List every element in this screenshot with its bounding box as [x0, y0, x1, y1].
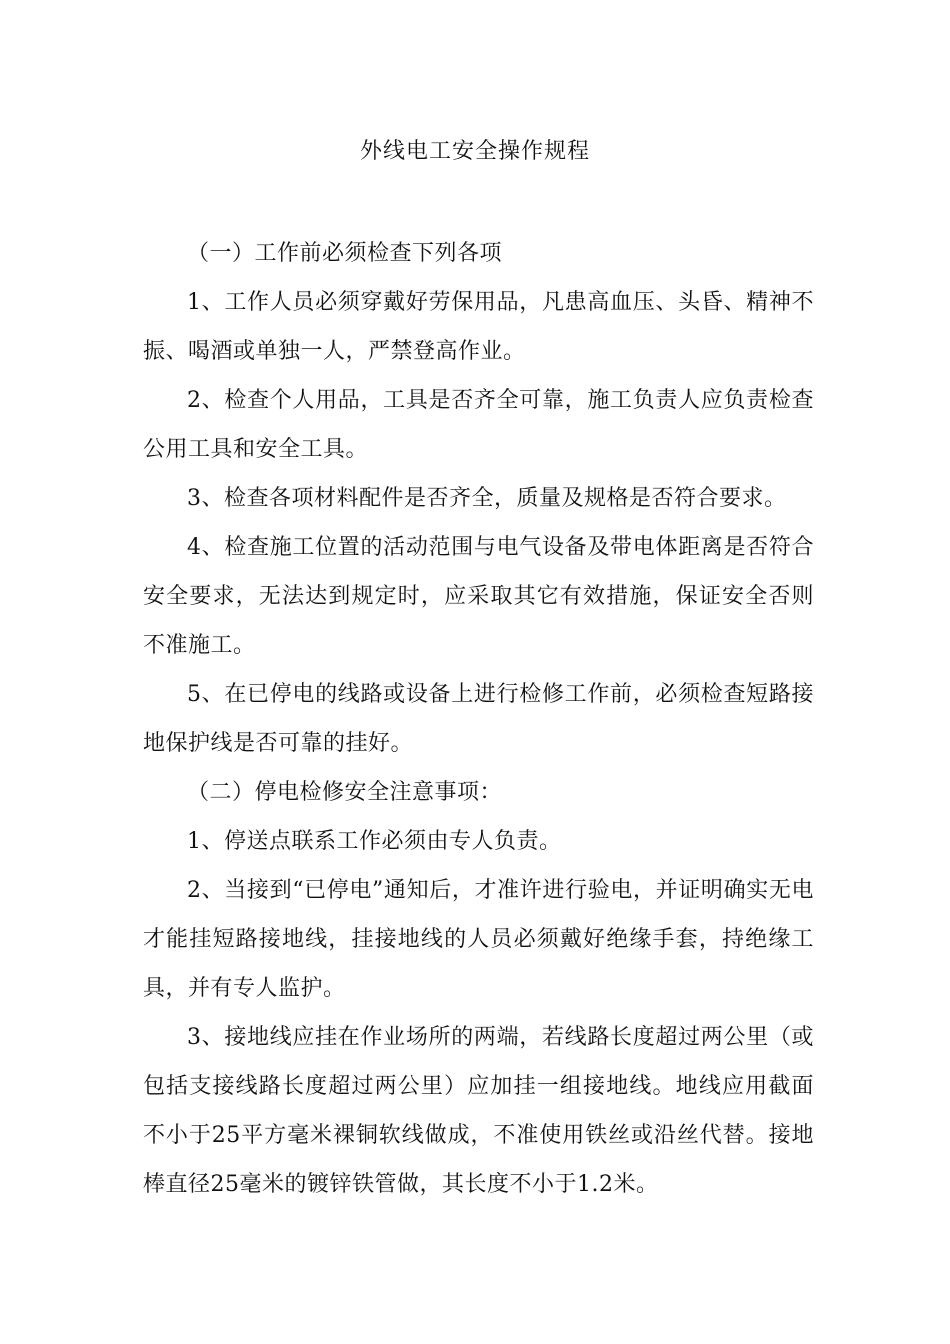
paragraph: 3、接地线应挂在作业场所的两端，若线路长度超过两公里（或包括支接线路长度超过两公里）应加挂一组接地线。地线应用截面不小于25平方毫米裸铜软线做成，不准使用铁丝或沿丝代替。接地棒直径25毫米的镀锌铁管做，其长度不小于1.2米。: [143, 1025, 814, 1197]
paragraph: 3、检查各项材料配件是否齐全，质量及规格是否符合要求。: [187, 486, 787, 511]
paragraph: 5、在已停电的线路或设备上进行检修工作前，必须检查短路接地保护线是否可靠的挂好。: [143, 682, 814, 756]
paragraph: 2、检查个人用品，工具是否齐全可靠，施工负责人应负责检查公用工具和安全工具。: [143, 388, 814, 462]
section-heading-2: （二）停电检修安全注意事项：: [187, 780, 503, 805]
paragraph: 2、当接到“已停电”通知后，才准许进行验电，并证明确实无电才能挂短路接地线，挂接地线的人员必须戴好绝缘手套，持绝缘工具，并有专人监护。: [143, 878, 814, 1001]
section-heading-1: （一）工作前必须检查下列各项: [187, 241, 503, 266]
paragraph: 1、停送点联系工作必须由专人负责。: [187, 829, 562, 854]
paragraph: 1、工作人员必须穿戴好劳保用品，凡患高血压、头昏、精神不振、喝酒或单独一人，严禁登高作业。: [143, 290, 814, 364]
document-title: 外线电工安全操作规程: [359, 139, 590, 164]
document-body: [143, 229, 814, 1209]
paragraph: 4、检查施工位置的活动范围与电气设备及带电体距离是否符合安全要求，无法达到规定时，应采取其它有效措施，保证安全否则不准施工。: [143, 535, 814, 658]
